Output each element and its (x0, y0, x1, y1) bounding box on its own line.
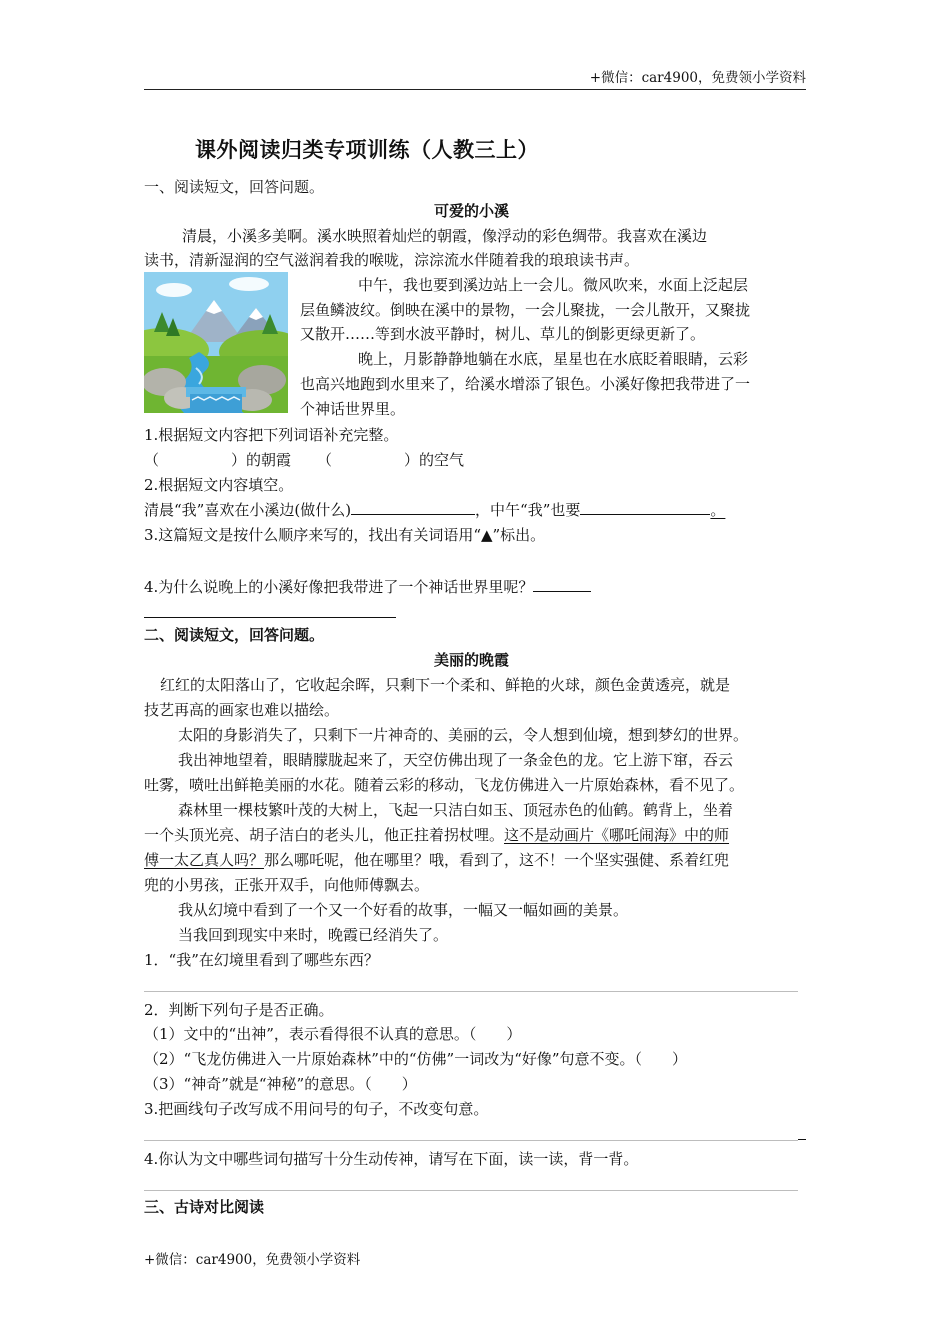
passage2-line: 我出神地望着，眼睛朦胧起来了，天空仿佛出现了一条金色的龙。它上游下窜，吞云 (178, 751, 734, 769)
footer-note: +微信：car4900，免费领小学资料 (144, 1252, 361, 1268)
passage1-line: 中午，我也要到溪边站上一会儿。微风吹来，水面上泛起层 (358, 276, 749, 294)
q4-text: 4.为什么说晚上的小溪好像把我带进了一个神话世界里呢？ (144, 578, 534, 596)
s2-q1-answer-line[interactable] (144, 991, 798, 992)
s2-q2-item-1: （1）文中的“出神”，表示看得很不认真的意思。（ ） (144, 1025, 522, 1043)
q2-b-text: ，中午“我”也要 (475, 501, 581, 519)
q2-b-answer-line[interactable] (580, 500, 710, 515)
section1-heading: 一、阅读短文，回答问题。 (144, 178, 325, 196)
question-1: 1.根据短文内容把下列词语补充完整。 (144, 426, 399, 444)
passage2-title: 美丽的晚霞 (434, 651, 510, 669)
q4-answer-line[interactable] (533, 577, 591, 592)
question-2: 2.根据短文内容填空。 (144, 476, 294, 494)
q1-a-close: ）的朝霞 (231, 451, 292, 469)
passage1-line: 个神话世界里。 (300, 400, 406, 418)
q2-a-text: 清晨“我”喜欢在小溪边(做什么) (144, 501, 352, 519)
s2-q3-answer-line[interactable] (144, 1140, 798, 1141)
passage2-text: 那么哪吒呢，他在哪里？哦，看到了，这不！一个坚实强健、系着红兜 (264, 851, 730, 869)
passage2-line (144, 849, 729, 871)
s2-question-1: 1．“我”在幻境里看到了哪些东西？ (144, 951, 379, 969)
passage2-text: 一个头顶光亮、胡子洁白的老头儿，他正拄着拐杖哩。 (144, 826, 505, 844)
q4-answer-line-2[interactable] (144, 617, 396, 618)
question-4 (144, 576, 591, 598)
passage2-line: 红红的太阳落山了，它收起余晖，只剩下一个柔和、鲜艳的火球，颜色金黄透亮，就是 (160, 676, 731, 694)
section2-heading: 二、阅读短文，回答问题。 (144, 626, 325, 644)
s2-q3-line-end (798, 1139, 806, 1140)
passage2-line: 森林里一棵枝繁叶茂的大树上，飞起一只洁白如玉、顶冠赤色的仙鹤。鹤背上，坐着 (178, 801, 734, 819)
underlined-sentence: 这不是动画片《哪吒闹海》中的师 (504, 826, 730, 844)
underlined-sentence: 傅一太乙真人吗？ (144, 851, 265, 869)
q1-blanks (144, 449, 464, 471)
passage1-line: 晚上，月影静静地躺在水底，星星也在水底眨着眼睛，云彩 (358, 350, 749, 368)
passage2-line: 技艺再高的画家也难以描绘。 (144, 701, 340, 719)
s2-q4-answer-line[interactable] (144, 1190, 798, 1191)
passage1-line: 又散开……等到水波平静时，树儿、草儿的倒影更绿更新了。 (300, 325, 706, 343)
question-3: 3.这篇短文是按什么顺序来写的，找出有关词语用“▲”标出。 (144, 526, 546, 544)
q2-end-punct: 。 (710, 501, 726, 519)
passage2-line: 当我回到现实中来时，晚霞已经消失了。 (178, 926, 449, 944)
header-divider (144, 89, 806, 90)
passage1-title: 可爱的小溪 (434, 202, 510, 220)
passage1-line: 层鱼鳞波纹。倒映在溪中的景物，一会儿聚拢，一会儿散开，又聚拢 (300, 301, 751, 319)
passage2-line: 吐雾，喷吐出鲜艳美丽的水花。随着云彩的移动，飞龙仿佛进入一片原始森林，看不见了。 (144, 776, 745, 794)
passage2-line (144, 824, 729, 846)
q1-b-close: ）的空气 (404, 451, 465, 469)
s2-q2-item-2: （2）“飞龙仿佛进入一片原始森林”中的“仿佛”一词改为“好像”句意不变。（ ） (144, 1050, 688, 1068)
s2-question-4: 4.你认为文中哪些词句描写十分生动传神，请写在下面，读一读，背一背。 (144, 1150, 639, 1168)
passage1-line: 也高兴地跑到水里来了，给溪水增添了银色。小溪好像把我带进了一 (300, 375, 751, 393)
waterfall-landscape-icon (144, 272, 288, 413)
passage1-line: 读书，清新湿润的空气滋润着我的喉咙，淙淙流水伴随着我的琅琅读书声。 (144, 251, 640, 269)
page-title: 课外阅读归类专项训练（人教三上） (195, 138, 539, 162)
passage1-line: 清晨，小溪多美啊。溪水映照着灿烂的朝霞，像浮动的彩色绸带。我喜欢在溪边 (182, 227, 708, 245)
passage2-line: 我从幻境中看到了一个又一个好看的故事，一幅又一幅如画的美景。 (178, 901, 629, 919)
s2-q2-item-3: （3）“神奇”就是“神秘”的意思。（ ） (144, 1075, 417, 1093)
q1-a-open: （ (144, 451, 160, 469)
q1-b-open: （ (317, 451, 333, 469)
stream-illustration (144, 272, 288, 413)
header-note: +微信：car4900，免费领小学资料 (589, 70, 806, 86)
s2-question-2: 2．判断下列句子是否正确。 (144, 1001, 334, 1019)
passage2-line: 兜的小男孩，正张开双手，向他师傅飘去。 (144, 876, 430, 894)
s2-question-3: 3.把画线句子改写成不用问号的句子，不改变句意。 (144, 1100, 489, 1118)
section3-heading: 三、古诗对比阅读 (144, 1198, 265, 1216)
passage2-line: 太阳的身影消失了，只剩下一片神奇的、美丽的云，令人想到仙境，想到梦幻的世界。 (178, 726, 749, 744)
q2-fill (144, 499, 725, 521)
q2-a-answer-line[interactable] (351, 500, 475, 515)
